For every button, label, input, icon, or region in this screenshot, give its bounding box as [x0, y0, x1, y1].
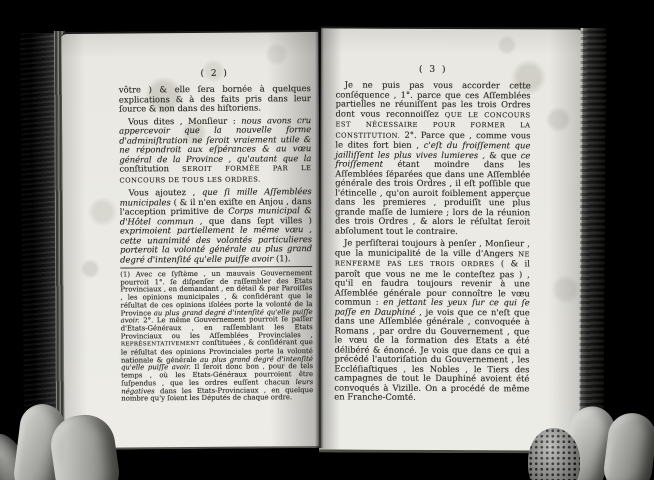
right-page-number: ( 3 ): [418, 64, 448, 75]
page-paragraph: Je perſiſterai toujours à penſer , Monſieur , que la municipalité de la ville d'Angers NE RENFERME PAS LES TROIS ORDRES ( & il paroît que vous ne me le conteſtez pas ) , qu'il en faudra toujours revenir à une Aſſemblée générale pour connoître le vœu commun : en jettant les yeux ſur ce qui ſe paſſe en Dauphiné , je vois que ce n'eſt que dans une Aſſemblée générale , convoquée à Romans , par ordre du Gouvernement , que le vœu de la formation des Etats a été délibéré & énoncé. Je vois que dans ce qui a précédé l'autoriſation du Gouvernement , les Eccléſiaſtiques , les Nobles , le Tiers des campagnes de tout le Dauphiné avoient été convoqués à Vizille. On a procédé de même en Franche-Comté.: [334, 237, 531, 402]
left-page: [61, 30, 321, 450]
right-page-body: [334, 80, 530, 402]
left-page-body: [119, 84, 312, 265]
page-paragraph: (1) Avec ce ſyſtème , un mauvais Gouvernement pourroit 1°. ſe diſpenſer de raſſembler des Etats Provinciaux , en demandant , en détail & par Paroiſſes , les opinions municipales , & conſidérant que le réſultat de ces opinions iſolées porte la volonté de la Province au plus grand degré d'intenſité qu'elle puiſſe avoir. 2°. Le même Gouvernement pourroit ſe paſſer d'Etats-Généraux , en raſſemblant les Etats Provinciaux ou les Aſſemblées Provinciales , REPRÉSENTATIVEMENT conſtituées , & conſidérant que le réſultat des opinions Provinciales porte la volonté nationale & générale au plus grand degré d'intenſité qu'elle puiſſe avoir. Il ſeroit donc bon , pour de tels temps , où les Etats-Généraux pourroient être ſuſpendus , que les ordres euſſent chacun leurs négatives dans les Etats-Provinciaux , en quelque nombre qu'y ſoient les Députés de chaque ordre.: [120, 269, 314, 403]
page-paragraph: Vous dites , Monſieur : nous avons cru appercevoir que la nouvelle forme d'adminiſtration ne ſeroit vraiement utile & ne répondroit aux eſpérances & au vœu général de la Province , qu'autant que la conſtitution SEROIT FORMÉE PAR LE CONCOURS DE TOUS LES ORDRES.: [119, 114, 312, 185]
right-page: [319, 26, 581, 453]
page-paragraph: Vous ajoutez , que ſi mille Aſſemblées municipales ( & il n'en exiſte en Anjou , dans l'acception primitive de Corps municipal & d'Hôtel commun , que dans ſept villes ) exprimoient partiellement le même vœu , cette unanimité des volontés particulieres porteroit la volonté générale au plus grand degré d'intenſité qu'elle puiſſe avoir (1).: [119, 186, 313, 265]
left-page-footnote: [120, 270, 313, 403]
page-paragraph: Je ne puis pas vous accorder cette conſéquence , 1°. parce que ces Aſſemblées partielles ne réuniſſent pas les trois Ordres dont vous reconnoiſſez QUE LE CONCOURS EST NÉCESSAIRE POUR FORMER LA CONSTITUTION. 2°. Parce que , comme vous le dites fort bien , c'eſt du froiſſement que jailliſſent les plus vives lumieres , & que ce froiſſement étant moindre dans les Aſſemblées ſéparées que dans une Aſſemblée générale des trois Ordres , il eſt poſſible que l'étincelle , qu'on auroit foiblement apperçue dans les premieres , produiſît une plus grande maſſe de lumiere ; lors de la réunion des trois Ordres , & alors le réſultat ſeroit abſolument tout le contraire.: [335, 79, 531, 236]
book-gutter-shadow: [315, 26, 324, 448]
right-page-text-column: [334, 64, 530, 405]
book-fore-edge-right: [578, 28, 607, 440]
footnote-divider-rule: [120, 266, 312, 269]
page-paragraph: vôtre ) & elle ſera bornée à quelques explications & à des faits pris dans leur ſource & non dans des hiſtoriens.: [118, 83, 311, 114]
left-page-text-column: [119, 68, 314, 404]
left-page-number: ( 2 ): [200, 68, 229, 79]
